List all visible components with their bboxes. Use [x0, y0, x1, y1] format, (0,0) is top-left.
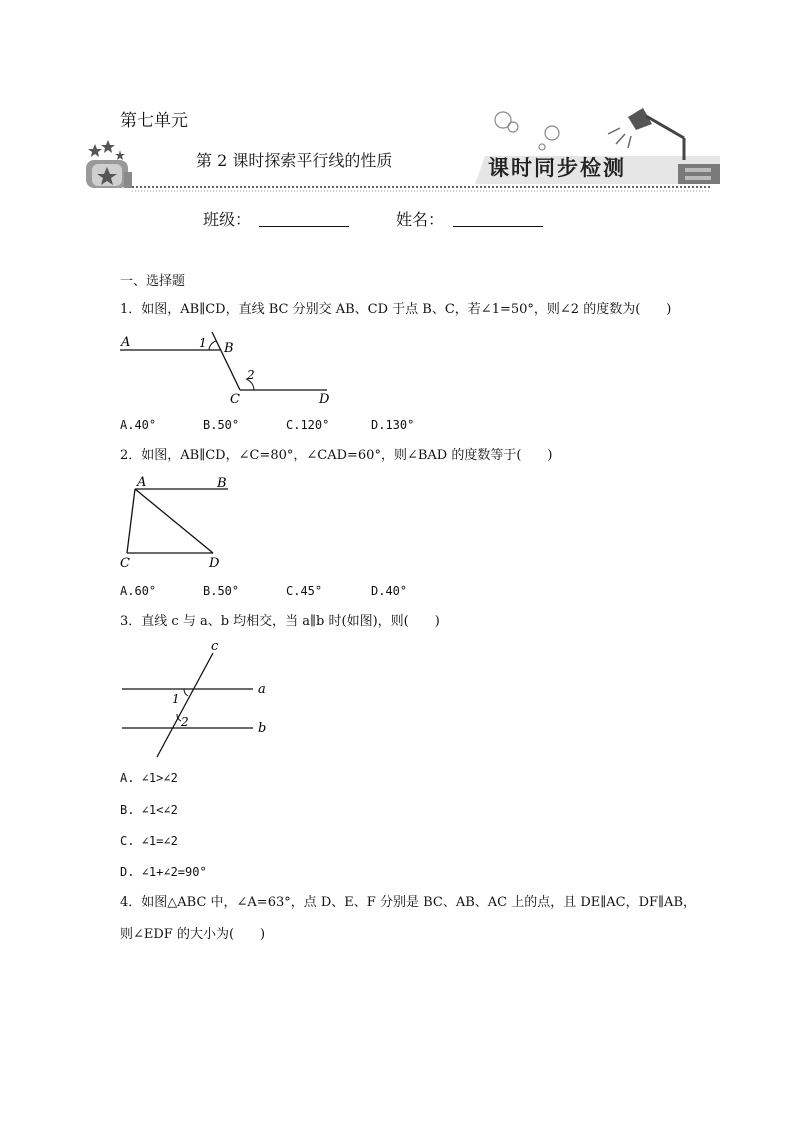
- fig3-label-c: c: [211, 639, 219, 654]
- class-blank[interactable]: [259, 206, 349, 227]
- fig3-label-2: 2: [181, 715, 189, 729]
- q2-option-c[interactable]: C.45°: [286, 584, 323, 598]
- fig3-label-1: 1: [172, 692, 180, 706]
- q3-option-b[interactable]: B. ∠1<∠2: [120, 803, 178, 817]
- q1-option-b[interactable]: B.50°: [203, 418, 240, 432]
- question-4-stem-line-2: 则∠EDF 的大小为( ): [120, 927, 266, 942]
- fig3-label-b: b: [258, 721, 267, 736]
- q3-option-d[interactable]: D. ∠1+∠2=90°: [120, 865, 207, 879]
- q1-option-c[interactable]: C.120°: [286, 418, 330, 432]
- fig1-label-b: B: [224, 341, 234, 356]
- star-badge-icon: [86, 140, 132, 188]
- section-heading: 一、选择题: [120, 274, 186, 289]
- fig1-label-1: 1: [199, 336, 207, 350]
- question-3-figure: [115, 636, 280, 761]
- lesson-title: 第 2 课时探索平行线的性质: [196, 151, 393, 170]
- fig1-label-c: C: [230, 392, 240, 407]
- q1-option-a[interactable]: A.40°: [120, 418, 157, 432]
- q1-option-d[interactable]: D.130°: [371, 418, 415, 432]
- question-1-stem: 1．如图，AB∥CD，直线 BC 分别交 AB、CD 于点 B、C，若∠1=50°，则∠2 的度数为( ): [120, 302, 672, 317]
- bubbles-icon: [495, 112, 559, 150]
- q3-option-c[interactable]: C. ∠1=∠2: [120, 834, 178, 848]
- question-1-figure: [115, 328, 340, 408]
- question-4-stem-line-1: 4．如图△ABC 中，∠A=63°，点 D、E、F 分别是 BC、AB、AC 上的点，且 DE∥AC，DF∥AB，: [120, 895, 696, 910]
- question-3-stem: 3．直线 c 与 a、b 均相交，当 a∥b 时(如图)，则( ): [120, 614, 440, 629]
- fig1-label-2: 2: [247, 368, 255, 382]
- name-blank[interactable]: [453, 206, 543, 227]
- fig2-label-a: A: [137, 475, 147, 490]
- unit-title: 第七单元: [120, 111, 188, 131]
- fig2-label-d: D: [209, 556, 220, 571]
- fig1-label-d: D: [319, 392, 330, 407]
- fig2-label-b: B: [217, 476, 227, 491]
- q3-option-a[interactable]: A. ∠1>∠2: [120, 771, 178, 785]
- fig2-label-c: C: [120, 556, 130, 571]
- name-label: 姓名：: [396, 210, 445, 229]
- question-2-stem: 2．如图，AB∥CD，∠C=80°，∠CAD=60°，则∠BAD 的度数等于( ): [120, 448, 553, 463]
- q2-option-d[interactable]: D.40°: [371, 584, 408, 598]
- class-label: 班级：: [203, 210, 252, 229]
- banner-title: 课时同步检测: [488, 155, 626, 180]
- fig1-label-a: A: [121, 335, 131, 350]
- question-2-figure: [115, 472, 245, 572]
- fig3-label-a: a: [258, 682, 266, 697]
- q2-option-a[interactable]: A.60°: [120, 584, 157, 598]
- q2-option-b[interactable]: B.50°: [203, 584, 240, 598]
